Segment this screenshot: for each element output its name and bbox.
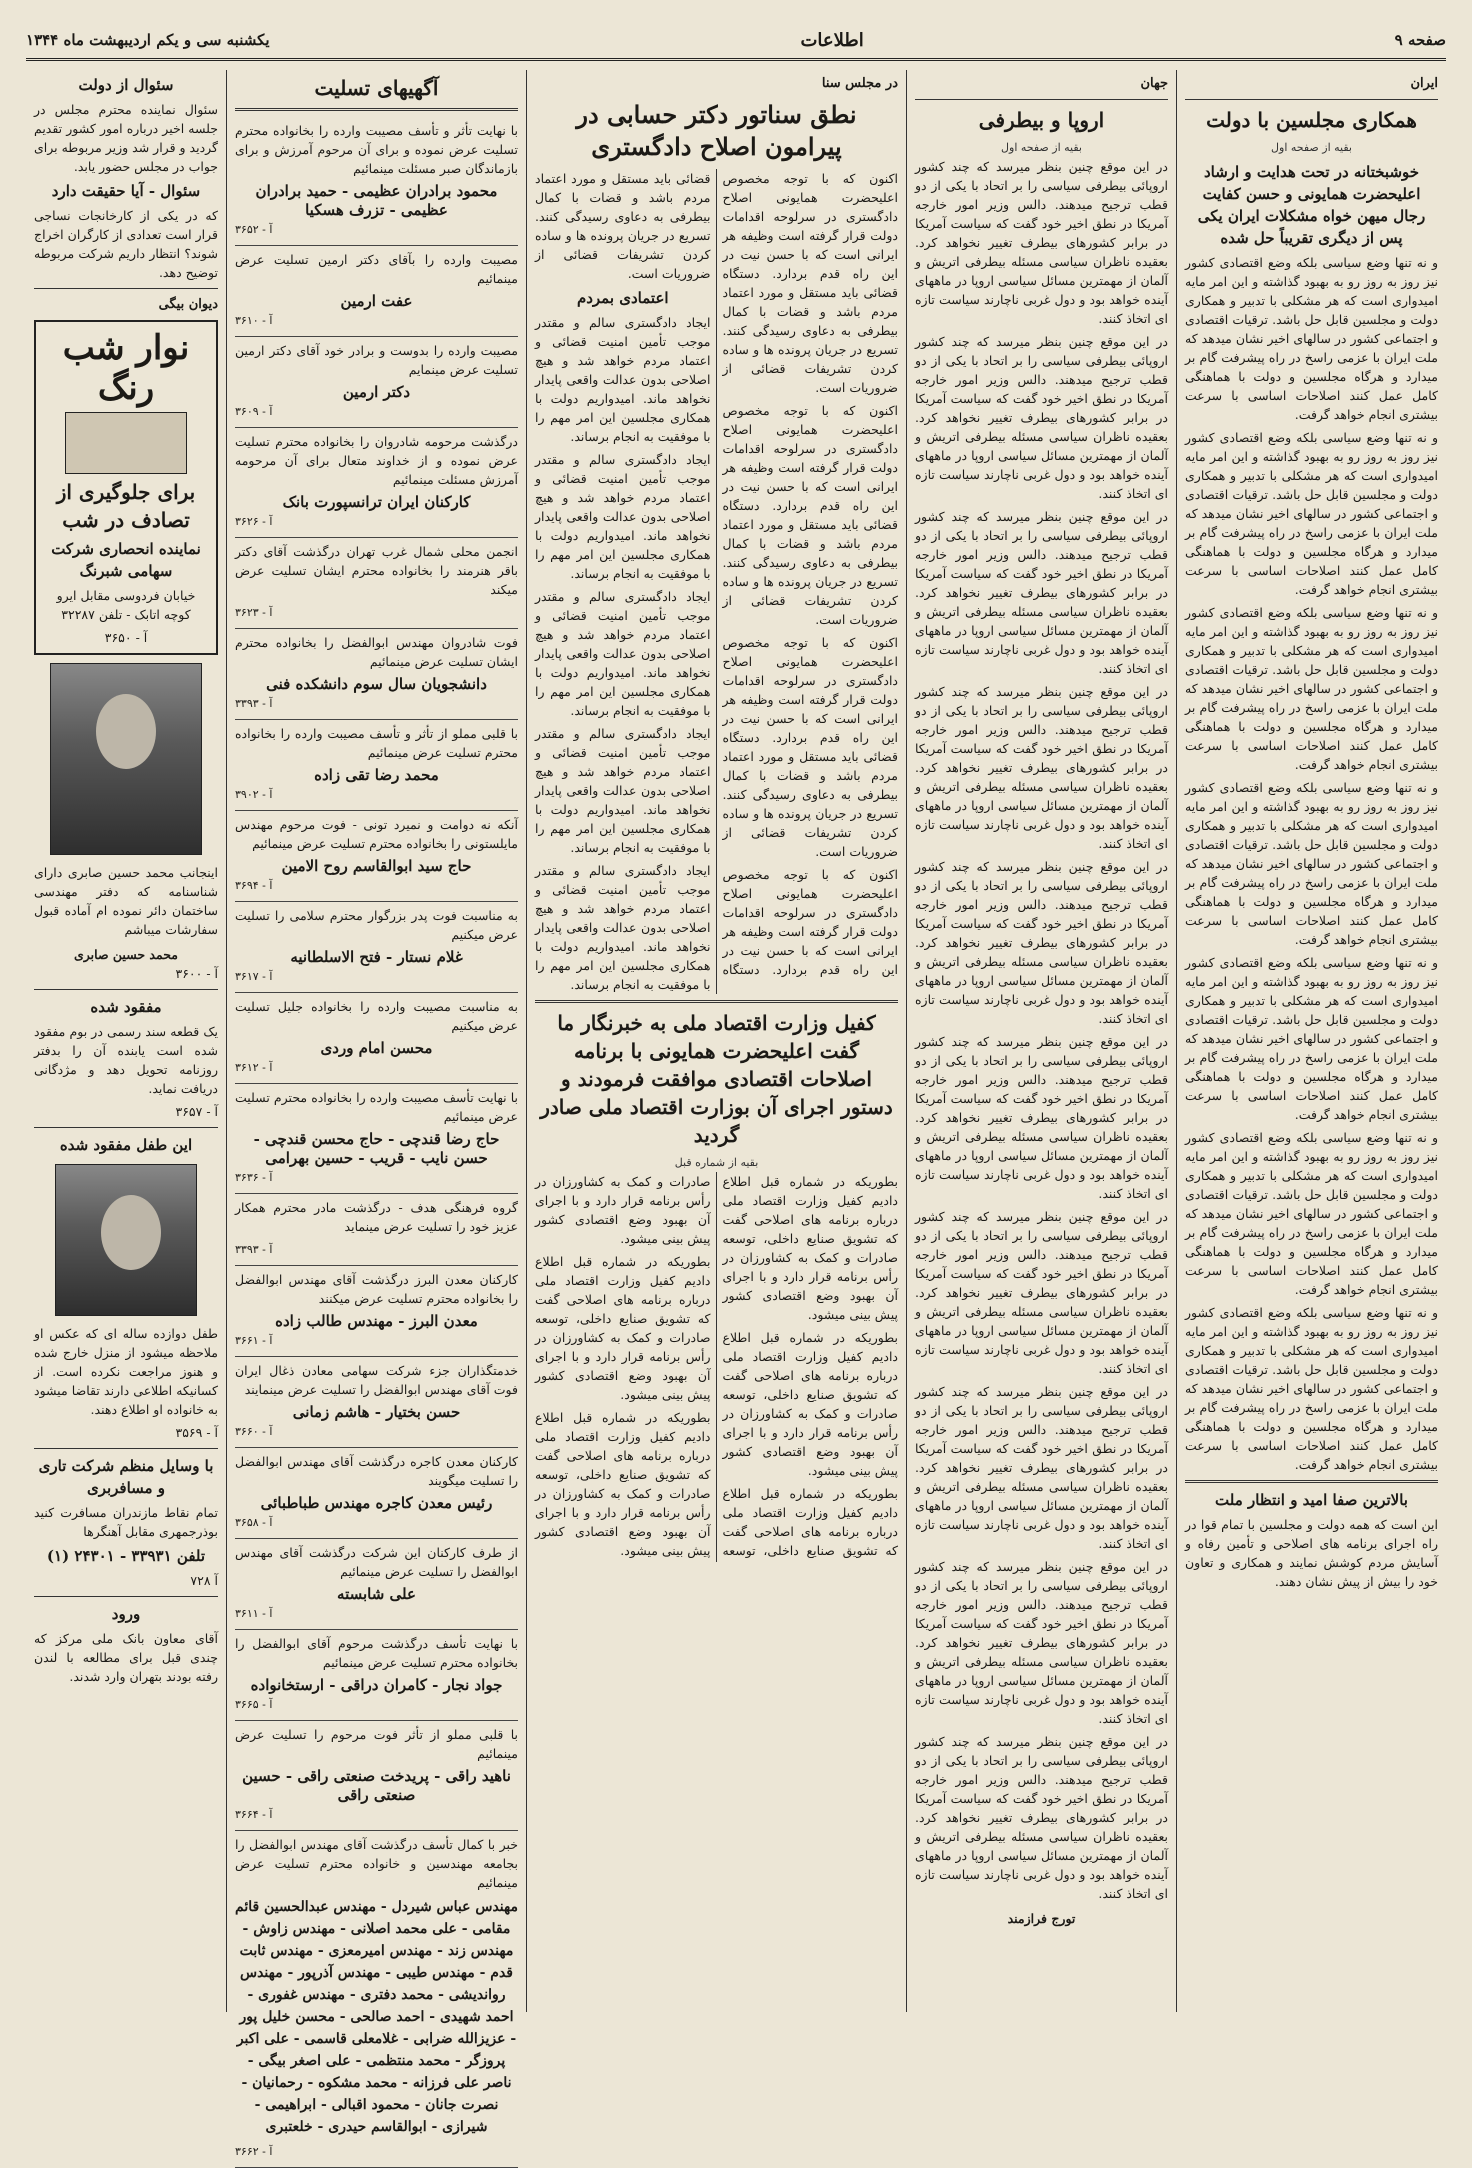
person-name: محمد حسین صابری bbox=[73, 947, 178, 962]
ad-agent: نماینده انحصاری شرکت سهامی شبرنگ bbox=[51, 540, 201, 580]
article-body: ایجاد دادگستری سالم و مقتدر موجب تأمین امنیت قضائی و اعتماد مردم خواهد شد و هیچ اصلاحی بدون عدالت واقعی پایدار نخواهد ماند. امیدواریم دولت با همکاری مجلسین این امر مهم را با موفقیت به انجام برساند. bbox=[535, 726, 711, 855]
kicker: در مجلس سنا bbox=[821, 76, 898, 91]
notice-code: آ - ۳۶۵۸ bbox=[235, 1516, 273, 1529]
article-body: اکنون که با توجه مخصوص اعلیحضرت همایونی اصلاح دادگستری در سرلوحه اقدامات دولت قرار گرفته است وظیفه هر ایرانی است که با حسن نیت در این راه قدم بردارد. دستگاه قضائی باید مستقل و مورد اعتماد مردم باشد و قضات با کمال بیطرفی به دعاوی رسیدگی کنند. تسریع در جریان پرونده ها و ساده کردن تشریفات قضائی از ضروریات است. bbox=[722, 635, 898, 859]
notice-code: آ - ۳۶۶۰ bbox=[235, 1425, 273, 1438]
question-body: که در یکی از کارخانجات نساجی قرار است تعدادی از کارگران اخراج شوند؟ انتظار داریم شرکت مربوطه توضیح دهد. bbox=[34, 208, 218, 280]
notice-text: با نهایت تأثر و تأسف مصیبت وارده را بخانواده محترم تسلیت عرض نموده و برای آن مرحوم آمرزش و برای بازماندگان صبر مسئلت مینمائیم bbox=[235, 123, 518, 176]
condolence-notice bbox=[235, 117, 518, 246]
notice-text: انجمن محلی شمال غرب تهران درگذشت آقای دکتر باقر هنرمند را بخانواده محترم ایشان تسلیت عرض میکند bbox=[235, 544, 518, 597]
article-body: در این موقع چنین بنظر میرسد که چند کشور اروپائی بیطرفی سیاسی را بر اتحاد با یکی از دو قطب ترجیح میدهند. دالس وزیر امور خارجه آمریکا در نطق اخیر خود گفت که سیاست آمریکا در برابر کشورهای بیطرف تغییر نخواهد کرد. بعقیده ناظران سیاسی مسئله بیطرفی اتریش و آلمان از مهمترین مسائل سیاسی اروپا در ماههای آینده خواهد بود و دول غربی ناچارند سیاست تازه ای اتخاذ کنند. bbox=[915, 684, 1168, 851]
article-body: و نه تنها وضع سیاسی بلکه وضع اقتصادی کشور نیز روز به روز رو به بهبود گذاشته و این امر مایه امیدواری است که هر مشکلی با تدبیر و همکاری دولت و مجلسین قابل حل باشد. ترقیات اقتصادی و اجتماعی کشور در سالهای اخیر نشان میدهد که ملت ایران با عزمی راسخ در راه پیشرفت گام بر میدارد و هرگاه مجلسین و دولت با هماهنگی کامل عمل کنند اصلاحات اساسی با سرعت بیشتری انجام خواهد گرفت. bbox=[1185, 780, 1438, 947]
notice-text: خدمتگذاران جزء شرکت سهامی معادن ذغال ایران فوت آقای مهندس ابوالفضل را تسلیت عرض مینمایند bbox=[235, 1363, 518, 1397]
feature-columns bbox=[535, 1172, 898, 1562]
condolence-notice bbox=[235, 538, 518, 629]
feature-body: بطوریکه در شماره قبل اطلاع دادیم کفیل وزارت اقتصاد ملی درباره برنامه های اصلاحی گفت که تشویق صنایع داخلی، توسعه صادرات و کمک به کشاورزان در رأس برنامه قرار دارد و با اجرای آن بهبود وضع اقتصادی کشور پیش بینی میشود. bbox=[535, 1410, 711, 1558]
notice-signatories: محسن امام وردی bbox=[320, 1039, 433, 1057]
notice-code: آ - ۳۶۱۷ bbox=[235, 970, 273, 983]
notice-signatories: ناهید راقی - پریدخت صنعتی راقی - حسین صنعتی راقی bbox=[242, 1767, 511, 1804]
condolence-notice bbox=[235, 629, 518, 720]
masthead bbox=[26, 22, 1446, 61]
column-classifieds bbox=[26, 70, 226, 2012]
condolence-notice bbox=[235, 1721, 518, 1831]
notice-signatories: دانشجویان سال سوم دانشکده فنی bbox=[266, 675, 487, 693]
article-body: ایجاد دادگستری سالم و مقتدر موجب تأمین امنیت قضائی و اعتماد مردم خواهد شد و هیچ اصلاحی بدون عدالت واقعی پایدار نخواهد ماند. امیدواریم دولت با همکاری مجلسین این امر مهم را با موفقیت به انجام برساند. bbox=[535, 452, 711, 581]
ad-brand: نوار شب رنگ bbox=[62, 328, 190, 408]
notice-signatories: علی شابسته bbox=[337, 1585, 416, 1603]
notice-list bbox=[235, 117, 518, 1831]
notice-text: با نهایت تأسف درگذشت مرحوم آقای ابوالفضل را بخانواده محترم تسلیت عرض مینمائیم bbox=[235, 1636, 518, 1670]
reflector-tape-ad bbox=[34, 320, 218, 655]
notice-text: با قلبی مملو از تأثر و تأسف مصیبت وارده را بخانواده محترم تسلیت عرض مینمائیم bbox=[235, 726, 518, 760]
notice-code: آ - ۳۳۹۳ bbox=[235, 1243, 273, 1256]
article-body: اکنون که با توجه مخصوص اعلیحضرت همایونی اصلاح دادگستری در سرلوحه اقدامات دولت قرار گرفته است وظیفه هر ایرانی است که با حسن نیت در این راه قدم بردارد. دستگاه قضائی باید مستقل و مورد اعتماد مردم باشد و قضات با کمال بیطرفی به دعاوی رسیدگی کنند. تسریع در جریان پرونده ها و ساده کردن تشریفات قضائی از ضروریات است. bbox=[722, 403, 898, 627]
notice-text: با نهایت تأسف مصیبت وارده را بخانواده محترم تسلیت عرض مینمائیم bbox=[235, 1090, 518, 1124]
condolence-notice bbox=[235, 902, 518, 993]
notice-text: به مناسبت فوت پدر بزرگوار محترم سلامی را تسلیت عرض میکنیم bbox=[235, 908, 518, 942]
notice-code: آ - ۳۶۱۰ bbox=[235, 314, 273, 327]
notice-signatories: حسن بختیار - هاشم زمانی bbox=[292, 1403, 461, 1421]
notice-text: کارکنان معدن کاجره درگذشت آقای مهندس ابوالفضل را تسلیت میگویند bbox=[235, 1454, 518, 1488]
notice-signatories: محمود برادران عظیمی - حمید برادران عظیمی - تزرف هسکیا bbox=[255, 182, 498, 219]
photo-caption: اینجانب محمد حسین صابری دارای شناسنامه که دفتر مهندسی ساختمان دائر نموده ام آماده قبول سفارشات میباشم bbox=[34, 865, 218, 937]
notice-text: مصیبت وارده را بدوست و برادر خود آقای دکتر ارمین تسلیت عرض مینمایم bbox=[235, 343, 518, 377]
notice-code: آ - ۳۶۳۶ bbox=[235, 1171, 273, 1184]
section-head: اعتمادی بمردم bbox=[576, 289, 669, 307]
condolence-notice bbox=[235, 1194, 518, 1266]
subheadline: خوشبختانه در تحت هدایت و ارشاد اعلیحضرت همایونی و حسن کفایت رجال میهن خواه مشکلات ایران یکی پس از دیگری تقریباً حل شده bbox=[1197, 163, 1426, 247]
arrival-body: آقای معاون بانک ملی مرکز که چندی قبل برای مطالعه با لندن رفته بودند بتهران وارد شدند. bbox=[34, 1631, 218, 1684]
column-iran bbox=[1176, 70, 1446, 2012]
paper-name: اطلاعات bbox=[800, 29, 864, 51]
headline: اروپا و بیطرفی bbox=[978, 108, 1105, 132]
issue-date: یکشنبه سی و یکم اردیبهشت ماه ۱۳۴۴ bbox=[26, 31, 270, 49]
article-body: ایجاد دادگستری سالم و مقتدر موجب تأمین امنیت قضائی و اعتماد مردم خواهد شد و هیچ اصلاحی بدون عدالت واقعی پایدار نخواهد ماند. امیدواریم دولت با همکاری مجلسین این امر مهم را با موفقیت به انجام برساند. bbox=[535, 589, 711, 718]
continued-note: بقیه از صفحه اول bbox=[1001, 141, 1082, 154]
travel-heading: با وسایل منظم شرکت تاری و مسافربری bbox=[38, 1457, 214, 1497]
column-condolences bbox=[226, 70, 526, 2158]
notice-code: آ - ۳۶۵۲ bbox=[235, 223, 273, 236]
article-body: در این موقع چنین بنظر میرسد که چند کشور اروپائی بیطرفی سیاسی را بر اتحاد با یکی از دو قطب ترجیح میدهند. دالس وزیر امور خارجه آمریکا در نطق اخیر خود گفت که سیاست آمریکا در برابر کشورهای بیطرف تغییر نخواهد کرد. بعقیده ناظران سیاسی مسئله بیطرفی اتریش و آلمان از مهمترین مسائل سیاسی اروپا در ماههای آینده خواهد بود و دول غربی ناچارند سیاست تازه ای اتخاذ کنند. bbox=[915, 1384, 1168, 1551]
condolence-notice bbox=[235, 428, 518, 538]
ad-address: خیابان فردوسی مقابل ایرو کوچه اتابک - تلفن ۳۲۲۸۷ bbox=[56, 588, 196, 622]
notice-text: آنکه نه دوامت و نمیرد تونی - فوت مرحوم مهندس مایلستونی را بخانواده محترم تسلیت عرض مینمائیم bbox=[235, 817, 518, 851]
arrival-heading: ورود bbox=[111, 1605, 141, 1623]
ad-code: آ - ۳۶۶۲ bbox=[235, 2145, 273, 2158]
section-label: جهان bbox=[1140, 76, 1168, 91]
question-heading: سئوال - آیا حقیقت دارد bbox=[51, 182, 201, 200]
notice-code: آ - ۳۶۱۱ bbox=[235, 1607, 273, 1620]
notice-code: آ - ۳۳۹۳ bbox=[235, 697, 273, 710]
notice-code: آ - ۳۶۶۱ bbox=[235, 1334, 273, 1347]
article-body: در این موقع چنین بنظر میرسد که چند کشور اروپائی بیطرفی سیاسی را بر اتحاد با یکی از دو قطب ترجیح میدهند. دالس وزیر امور خارجه آمریکا در نطق اخیر خود گفت که سیاست آمریکا در برابر کشورهای بیطرف تغییر نخواهد کرد. بعقیده ناظران سیاسی مسئله بیطرفی اتریش و آلمان از مهمترین مسائل سیاسی اروپا در ماههای آینده خواهد بود و دول غربی ناچارند سیاست تازه ای اتخاذ کنند. bbox=[915, 334, 1168, 501]
page-number: صفحه ۹ bbox=[1394, 31, 1446, 49]
notice-code: آ - ۳۶۹۴ bbox=[235, 879, 273, 892]
notice-signatories: عفت ارمین bbox=[340, 292, 413, 310]
lost-body: یک قطعه سند رسمی در بوم مفقود شده است یابنده آن را بدفتر روزنامه تحویل دهد و مژدگانی دریافت نماید. bbox=[34, 1024, 218, 1096]
condolence-notice bbox=[235, 1357, 518, 1448]
article-body: در این موقع چنین بنظر میرسد که چند کشور اروپائی بیطرفی سیاسی را بر اتحاد با یکی از دو قطب ترجیح میدهند. دالس وزیر امور خارجه آمریکا در نطق اخیر خود گفت که سیاست آمریکا در برابر کشورهای بیطرف تغییر نخواهد کرد. بعقیده ناظران سیاسی مسئله بیطرفی اتریش و آلمان از مهمترین مسائل سیاسی اروپا در ماههای آینده خواهد بود و دول غربی ناچارند سیاست تازه ای اتخاذ کنند. bbox=[915, 1734, 1168, 1901]
notice-signatories: غلام نستار - فتح الاسلطانیه bbox=[290, 948, 463, 966]
missing-child-body: طفل دوازده ساله ای که عکس او ملاحظه میشود از منزل خارج شده و هنوز مراجعت نکرده است. از کسانیکه اطلاعی دارند تقاضا میشود به خانواده او اطلاع دهند. bbox=[34, 1326, 218, 1417]
engineers-names: مهندس عباس شیردل - مهندس عبدالحسین قائم مقامی - علی محمد اصلانی - مهندس زاوش - مهندس زند - مهندس امیرمعزی - مهندس ثابت قدم - مهندس طیبی - مهندس آذرپور - مهندس رواندیشی - محمد دفتری - مهندس غفوری - احمد شهیدی - احمد صالحی - محسن خلیل پور - عزیزالله ضرابی - غلامعلی قاسمی - علی اکبر پروزگر - محمد منتظمی - علی اصغر بیگی - ناصر علی فرزانه - محمد مشکوه - رحمانیان - نصرت جانان - محمود اقبالی - ابراهیمی - شیرازی - ابوالقاسم حیدری - خلعتبری bbox=[235, 1899, 518, 2135]
ad-code: آ - ۳۶۵۷ bbox=[175, 1104, 218, 1119]
article-body: و نه تنها وضع سیاسی بلکه وضع اقتصادی کشور نیز روز به روز رو به بهبود گذاشته و این امر مایه امیدواری است که هر مشکلی با تدبیر و همکاری دولت و مجلسین قابل حل باشد. ترقیات اقتصادی و اجتماعی کشور در سالهای اخیر نشان میدهد که ملت ایران با عزمی راسخ در راه پیشرفت گام بر میدارد و هرگاه مجلسین و دولت با هماهنگی کامل عمل کنند اصلاحات اساسی با سرعت بیشتری انجام خواهد گرفت. bbox=[1185, 955, 1438, 1122]
notice-signatories: رئیس معدن کاجره مهندس طباطبائی bbox=[260, 1494, 493, 1512]
child-photo bbox=[55, 1164, 197, 1316]
article-body: در این موقع چنین بنظر میرسد که چند کشور اروپائی بیطرفی سیاسی را بر اتحاد با یکی از دو قطب ترجیح میدهند. دالس وزیر امور خارجه آمریکا در نطق اخیر خود گفت که سیاست آمریکا در برابر کشورهای بیطرف تغییر نخواهد کرد. بعقیده ناظران سیاسی مسئله بیطرفی اتریش و آلمان از مهمترین مسائل سیاسی اروپا در ماههای آینده خواهد بود و دول غربی ناچارند سیاست تازه ای اتخاذ کنند. bbox=[915, 1559, 1168, 1726]
article-body: اکنون که با توجه مخصوص اعلیحضرت همایونی اصلاح دادگستری در سرلوحه اقدامات دولت قرار گرفته است وظیفه هر ایرانی است که با حسن نیت در این راه قدم بردارد. دستگاه قضائی باید مستقل و مورد اعتماد مردم باشد و قضات با کمال بیطرفی به دعاوی رسیدگی کنند. تسریع در جریان پرونده ها و ساده کردن تشریفات قضائی از ضروریات است. bbox=[722, 171, 898, 395]
article-body: در این موقع چنین بنظر میرسد که چند کشور اروپائی بیطرفی سیاسی را بر اتحاد با یکی از دو قطب ترجیح میدهند. دالس وزیر امور خارجه آمریکا در نطق اخیر خود گفت که سیاست آمریکا در برابر کشورهای بیطرف تغییر نخواهد کرد. بعقیده ناظران سیاسی مسئله بیطرفی اتریش و آلمان از مهمترین مسائل سیاسی اروپا در ماههای آینده خواهد بود و دول غربی ناچارند سیاست تازه ای اتخاذ کنند. bbox=[915, 159, 1168, 326]
headline: همکاری مجلسین با دولت bbox=[1206, 108, 1417, 132]
notice-code: آ - ۳۶۲۶ bbox=[235, 515, 273, 528]
box-headline: بالاترین صفا امید و انتظار ملت bbox=[1215, 1491, 1408, 1509]
notice-code: آ - ۳۶۰۹ bbox=[235, 405, 273, 418]
ad-code: آ - ۳۶۰۰ bbox=[175, 966, 218, 981]
notice-text: از طرف کارکنان این شرکت درگذشت آقای مهندس ابوالفضل را تسلیت عرض مینمائیم bbox=[235, 1545, 518, 1579]
article-body: در این موقع چنین بنظر میرسد که چند کشور اروپائی بیطرفی سیاسی را بر اتحاد با یکی از دو قطب ترجیح میدهند. دالس وزیر امور خارجه آمریکا در نطق اخیر خود گفت که سیاست آمریکا در برابر کشورهای بیطرف تغییر نخواهد کرد. بعقیده ناظران سیاسی مسئله بیطرفی اتریش و آلمان از مهمترین مسائل سیاسی اروپا در ماههای آینده خواهد بود و دول غربی ناچارند سیاست تازه ای اتخاذ کنند. bbox=[915, 1209, 1168, 1376]
product-image bbox=[65, 412, 187, 474]
notice-signatories: محمد رضا تقی زاده bbox=[314, 766, 439, 784]
notice-text: کارکنان معدن البرز درگذشت آقای مهندس ابوالفضل را بخانواده محترم تسلیت عرض میکنند bbox=[235, 1272, 518, 1306]
missing-child-heading: این طفل مفقود شده bbox=[59, 1136, 193, 1154]
notice-signatories: حاج سید ابوالقاسم روح الامین bbox=[281, 857, 472, 875]
condolence-notice bbox=[235, 1266, 518, 1357]
article-body: اکنون که با توجه مخصوص اعلیحضرت همایونی اصلاح دادگستری در سرلوحه اقدامات دولت قرار گرفته است وظیفه هر ایرانی است که با حسن نیت در این راه قدم بردارد. دستگاه قضائی باید مستقل و مورد اعتماد مردم باشد و قضات با کمال بیطرفی به دعاوی رسیدگی کنند. تسریع در جریان پرونده ها و ساده کردن تشریفات قضائی از ضروریات است. bbox=[535, 171, 898, 977]
article-body: و نه تنها وضع سیاسی بلکه وضع اقتصادی کشور نیز روز به روز رو به بهبود گذاشته و این امر مایه امیدواری است که هر مشکلی با تدبیر و همکاری دولت و مجلسین قابل حل باشد. ترقیات اقتصادی و اجتماعی کشور در سالهای اخیر نشان میدهد که ملت ایران با عزمی راسخ در راه پیشرفت گام بر میدارد و هرگاه مجلسین و دولت با هماهنگی کامل عمل کنند اصلاحات اساسی با سرعت بیشتری انجام خواهد گرفت. bbox=[1185, 605, 1438, 772]
newspaper-page bbox=[26, 22, 1446, 2158]
ad-code: آ - ۳۶۵۰ bbox=[104, 630, 148, 645]
question-body: سئوال نماینده محترم مجلس در جلسه اخیر درباره امور کشور تقدیم گردید و قرار شد وزیر مربوطه برای جواب در مجلس حضور یابد. bbox=[33, 102, 218, 174]
notice-text: مصیبت وارده را بآقای دکتر ارمین تسلیت عرض مینمائیم bbox=[235, 252, 518, 286]
condolence-notice bbox=[235, 993, 518, 1084]
notice-signatories: کارکنان ایران ترانسپورت بانک bbox=[282, 493, 471, 511]
notice-text: درگذشت مرحومه شادروان را بخانواده محترم تسلیت عرض نموده و از خداوند متعال برای آن مرحومه آمرزش مسئلت مینمائیم bbox=[235, 434, 518, 487]
feature-body: بطوریکه در شماره قبل اطلاع دادیم کفیل وزارت اقتصاد ملی درباره برنامه های اصلاحی گفت که تشویق صنایع داخلی، توسعه صادرات و کمک به کشاورزان در رأس برنامه قرار دارد و با اجرای آن بهبود وضع اقتصادی کشور پیش بینی میشود. bbox=[535, 1174, 898, 1558]
condolence-notice bbox=[235, 1539, 518, 1630]
headline: نطق سناتور دکتر حسابی در پیرامون اصلاح دادگستری bbox=[576, 100, 857, 161]
feature-body: بطوریکه در شماره قبل اطلاع دادیم کفیل وزارت اقتصاد ملی درباره برنامه های اصلاحی گفت که تشویق صنایع داخلی، توسعه صادرات و کمک به کشاورزان در رأس برنامه قرار دارد و با اجرای آن بهبود وضع اقتصادی کشور پیش بینی میشود. bbox=[722, 1330, 898, 1478]
notice-code: آ - ۳۶۶۵ bbox=[235, 1698, 273, 1711]
section-label: ایران bbox=[1410, 76, 1438, 91]
notice-text: به مناسبت مصیبت وارده را بخانواده جلیل تسلیت عرض میکنیم bbox=[235, 999, 518, 1033]
author: تورج فرازمند bbox=[1007, 1911, 1076, 1926]
travel-phone: تلفن ۳۳۹۳۱ - ۲۴۳۰۱ (۱) bbox=[46, 1547, 206, 1565]
condolence-notice bbox=[235, 720, 518, 811]
ad-heading: دیوان بیگی bbox=[158, 297, 218, 312]
notice-signatories: دکتر ارمین bbox=[342, 383, 411, 401]
condolence-notice bbox=[235, 811, 518, 902]
notice-code: آ - ۳۶۱۲ bbox=[235, 1061, 273, 1074]
travel-body: تمام نقاط مازندران مسافرت کنید بوذرجمهری مقابل آهنگرها bbox=[34, 1505, 218, 1539]
feature-body: بطوریکه در شماره قبل اطلاع دادیم کفیل وزارت اقتصاد ملی درباره برنامه های اصلاحی گفت که تشویق صنایع داخلی، توسعه صادرات و کمک به کشاورزان در رأس برنامه قرار دارد و با اجرای آن بهبود وضع اقتصادی کشور پیش بینی میشود. bbox=[535, 1254, 711, 1402]
headline: آگهیهای تسلیت bbox=[314, 76, 439, 100]
notice-signatories: حاج رضا قندچی - حاج محسن قندچی - حسن نایب - قریب - حسین بهرامی bbox=[253, 1130, 500, 1167]
continued-note: بقیه از شماره قبل bbox=[674, 1156, 759, 1169]
engineers-intro: خبر با کمال تأسف درگذشت آقای مهندس ابوالفضل را بجامعه مهندسین و خانواده محترم تسلیت عرض مینمائیم bbox=[235, 1837, 518, 1890]
article-columns bbox=[535, 169, 898, 994]
feature-headline: کفیل وزارت اقتصاد ملی به خبرنگار ما گفت اعلیحضرت همایونی با برنامه اصلاحات اقتصادی موافقت فرمودند و دستور اجرای آن بوزارت اقتصاد ملی صادر گردید bbox=[540, 1011, 893, 1147]
notice-code: آ - ۳۶۲۳ bbox=[235, 606, 273, 619]
article-body: و نه تنها وضع سیاسی بلکه وضع اقتصادی کشور نیز روز به روز رو به بهبود گذاشته و این امر مایه امیدواری است که هر مشکلی با تدبیر و همکاری دولت و مجلسین قابل حل باشد. ترقیات اقتصادی و اجتماعی کشور در سالهای اخیر نشان میدهد که ملت ایران با عزمی راسخ در راه پیشرفت گام بر میدارد و هرگاه مجلسین و دولت با هماهنگی کامل عمل کنند اصلاحات اساسی با سرعت بیشتری انجام خواهد گرفت. bbox=[1185, 255, 1438, 422]
notice-text: فوت شادروان مهندس ابوالفضل را بخانواده محترم ایشان تسلیت عرض مینمائیم bbox=[235, 635, 518, 669]
notice-code: آ - ۳۹۰۲ bbox=[235, 788, 273, 801]
condolence-notice bbox=[235, 1630, 518, 1721]
ad-code: آ ۷۲۸ bbox=[190, 1573, 218, 1588]
article-body: و نه تنها وضع سیاسی بلکه وضع اقتصادی کشور نیز روز به روز رو به بهبود گذاشته و این امر مایه امیدواری است که هر مشکلی با تدبیر و همکاری دولت و مجلسین قابل حل باشد. ترقیات اقتصادی و اجتماعی کشور در سالهای اخیر نشان میدهد که ملت ایران با عزمی راسخ در راه پیشرفت گام بر میدارد و هرگاه مجلسین و دولت با هماهنگی کامل عمل کنند اصلاحات اساسی با سرعت بیشتری انجام خواهد گرفت. bbox=[1185, 1130, 1438, 1297]
lost-heading: مفقود شده bbox=[90, 998, 162, 1016]
notice-text: با قلبی مملو از تأثر فوت مرحوم را تسلیت عرض مینمائیم bbox=[235, 1727, 518, 1761]
article-body: در این موقع چنین بنظر میرسد که چند کشور اروپائی بیطرفی سیاسی را بر اتحاد با یکی از دو قطب ترجیح میدهند. دالس وزیر امور خارجه آمریکا در نطق اخیر خود گفت که سیاست آمریکا در برابر کشورهای بیطرف تغییر نخواهد کرد. بعقیده ناظران سیاسی مسئله بیطرفی اتریش و آلمان از مهمترین مسائل سیاسی اروپا در ماههای آینده خواهد بود و دول غربی ناچارند سیاست تازه ای اتخاذ کنند. bbox=[915, 509, 1168, 676]
article-body: در این موقع چنین بنظر میرسد که چند کشور اروپائی بیطرفی سیاسی را بر اتحاد با یکی از دو قطب ترجیح میدهند. دالس وزیر امور خارجه آمریکا در نطق اخیر خود گفت که سیاست آمریکا در برابر کشورهای بیطرف تغییر نخواهد کرد. بعقیده ناظران سیاسی مسئله بیطرفی اتریش و آلمان از مهمترین مسائل سیاسی اروپا در ماههای آینده خواهد بود و دول غربی ناچارند سیاست تازه ای اتخاذ کنند. bbox=[915, 859, 1168, 1026]
notice-text: گروه فرهنگی هدف - درگذشت مادر محترم همکار عزیز خود را تسلیت عرض مینماید bbox=[235, 1200, 518, 1234]
portrait-photo bbox=[50, 663, 202, 855]
ad-code: آ - ۳۵۶۹ bbox=[175, 1425, 218, 1440]
article-body: ایجاد دادگستری سالم و مقتدر موجب تأمین امنیت قضائی و اعتماد مردم خواهد شد و هیچ اصلاحی بدون عدالت واقعی پایدار نخواهد ماند. امیدواریم دولت با همکاری مجلسین این امر مهم را با موفقیت به انجام برساند. bbox=[535, 863, 711, 992]
feature-body: بطوریکه در شماره قبل اطلاع دادیم کفیل وزارت اقتصاد ملی درباره برنامه های اصلاحی گفت که تشویق صنایع داخلی، توسعه صادرات و کمک به کشاورزان در رأس برنامه قرار دارد و با اجرای آن بهبود وضع اقتصادی کشور پیش بینی میشود. bbox=[722, 1174, 898, 1322]
box-body: این است که همه دولت و مجلسین با تمام قوا در راه اجرای برنامه های اصلاحی و تأمین رفاه و آسایش مردم کوشش نمایند و همکاری و تعاون خود را بیش از پیش نشان دهند. bbox=[1185, 1517, 1438, 1589]
condolence-notice bbox=[235, 246, 518, 337]
article-body: در این موقع چنین بنظر میرسد که چند کشور اروپائی بیطرفی سیاسی را بر اتحاد با یکی از دو قطب ترجیح میدهند. دالس وزیر امور خارجه آمریکا در نطق اخیر خود گفت که سیاست آمریکا در برابر کشورهای بیطرف تغییر نخواهد کرد. بعقیده ناظران سیاسی مسئله بیطرفی اتریش و آلمان از مهمترین مسائل سیاسی اروپا در ماههای آینده خواهد بود و دول غربی ناچارند سیاست تازه ای اتخاذ کنند. bbox=[915, 1034, 1168, 1201]
notice-signatories: معدن البرز - مهندس طالب زاده bbox=[275, 1312, 478, 1330]
condolence-notice bbox=[235, 1448, 518, 1539]
column-world bbox=[906, 70, 1176, 2012]
continued-note: بقیه از صفحه اول bbox=[1271, 141, 1352, 154]
notice-code: آ - ۳۶۶۴ bbox=[235, 1808, 273, 1821]
article-body: و نه تنها وضع سیاسی بلکه وضع اقتصادی کشور نیز روز به روز رو به بهبود گذاشته و این امر مایه امیدواری است که هر مشکلی با تدبیر و همکاری دولت و مجلسین قابل حل باشد. ترقیات اقتصادی و اجتماعی کشور در سالهای اخیر نشان میدهد که ملت ایران با عزمی راسخ در راه پیشرفت گام بر میدارد و هرگاه مجلسین و دولت با هماهنگی کامل عمل کنند اصلاحات اساسی با سرعت بیشتری انجام خواهد گرفت. bbox=[1185, 1305, 1438, 1472]
notice-signatories: جواد نجار - کامران دراقی - ارستخانواده bbox=[250, 1676, 503, 1694]
article-body: ایجاد دادگستری سالم و مقتدر موجب تأمین امنیت قضائی و اعتماد مردم خواهد شد و هیچ اصلاحی بدون عدالت واقعی پایدار نخواهد ماند. امیدواریم دولت با همکاری مجلسین این امر مهم را با موفقیت به انجام برساند. bbox=[535, 315, 711, 444]
article-body: و نه تنها وضع سیاسی بلکه وضع اقتصادی کشور نیز روز به روز رو به بهبود گذاشته و این امر مایه امیدواری است که هر مشکلی با تدبیر و همکاری دولت و مجلسین قابل حل باشد. ترقیات اقتصادی و اجتماعی کشور در سالهای اخیر نشان میدهد که ملت ایران با عزمی راسخ در راه پیشرفت گام بر میدارد و هرگاه مجلسین و دولت با هماهنگی کامل عمل کنند اصلاحات اساسی با سرعت بیشتری انجام خواهد گرفت. bbox=[1185, 430, 1438, 597]
condolence-notice bbox=[235, 1084, 518, 1194]
column-senate bbox=[526, 70, 906, 2012]
condolence-notice bbox=[235, 337, 518, 428]
ad-subtitle: برای جلوگیری از تصادف در شب bbox=[56, 480, 196, 532]
question-heading: سئوال از دولت bbox=[78, 76, 174, 94]
